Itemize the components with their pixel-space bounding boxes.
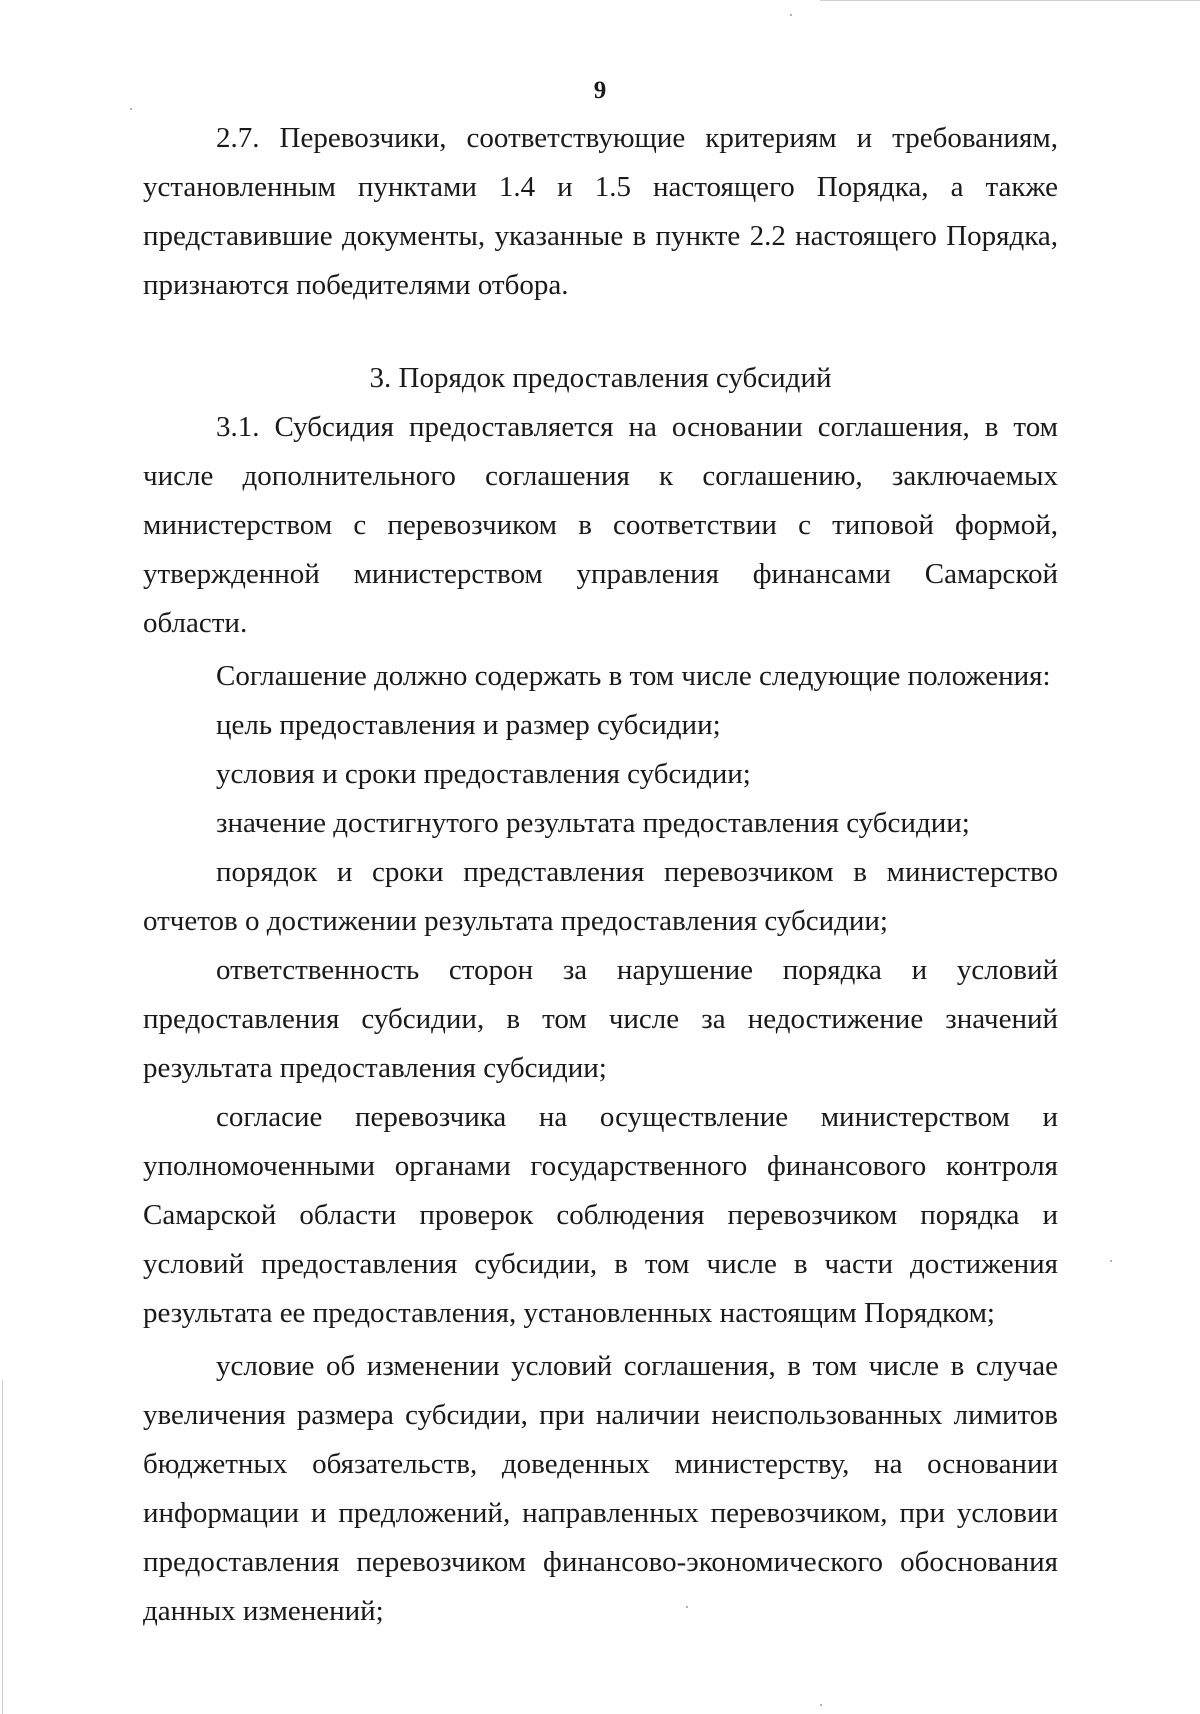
scan-speck [820, 1704, 822, 1706]
paragraph-agreement-provisions: Соглашение должно содержать в том числе следующие положения: [216, 660, 1051, 692]
scan-edge-line-top [820, 0, 1200, 1]
list-item-responsibility: ответственность сторон за нарушение порядка и условий предоставления субсидии, в том числе за недостижение значений результата предоставления субсидии; [143, 954, 1058, 1084]
scan-speck [790, 14, 792, 16]
page-number: 9 [593, 77, 607, 104]
document-body [143, 114, 1058, 1636]
section-heading: 3. Порядок предоставления субсидий [369, 362, 832, 394]
paragraph-3-1: 3.1. Субсидия предоставляется на основании соглашения, в том числе дополнительного соглашения к соглашению, заключаемых министерством с перевозчиком в соответствии с типовой формой, утвержденной министерством управления финансами Самарской области. [143, 411, 1058, 639]
scan-edge-line-left [2, 1380, 3, 1714]
list-item-purpose: цель предоставления и размер субсидии; [216, 709, 721, 741]
list-item-result-value: значение достигнутого результата предоставления субсидии; [216, 807, 970, 839]
scan-speck [130, 108, 132, 110]
list-item-consent: согласие перевозчика на осуществление министерством и уполномоченными органами государственного финансового контроля Самарской области проверок соблюдения перевозчиком порядка и условий предоставления субсидии, в том числе в части достижения результата ее предоставления, установленных настоящим Порядком; [143, 1101, 1058, 1329]
list-item-reporting: порядок и сроки представления перевозчиком в министерство отчетов о достижении результата предоставления субсидии; [143, 856, 1058, 937]
list-item-amendment: условие об изменении условий соглашения, в том числе в случае увеличения размера субсидии, при наличии неиспользованных лимитов бюджетных обязательств, доведенных министерству, на основании информации и предложений, направленных перевозчиком, при условии предоставления перевозчиком финансово-экономического обоснования данных изменений; [143, 1350, 1058, 1627]
scan-speck [1110, 1260, 1112, 1262]
paragraph-2-7: 2.7. Перевозчики, соответствующие критериям и требованиям, установленным пунктами 1.4 и 1.5 настоящего Порядка, а также представившие документы, указанные в пункте 2.2 настоящего Порядка, признаются победителями отбора. [143, 122, 1058, 301]
list-item-conditions: условия и сроки предоставления субсидии; [216, 758, 751, 790]
